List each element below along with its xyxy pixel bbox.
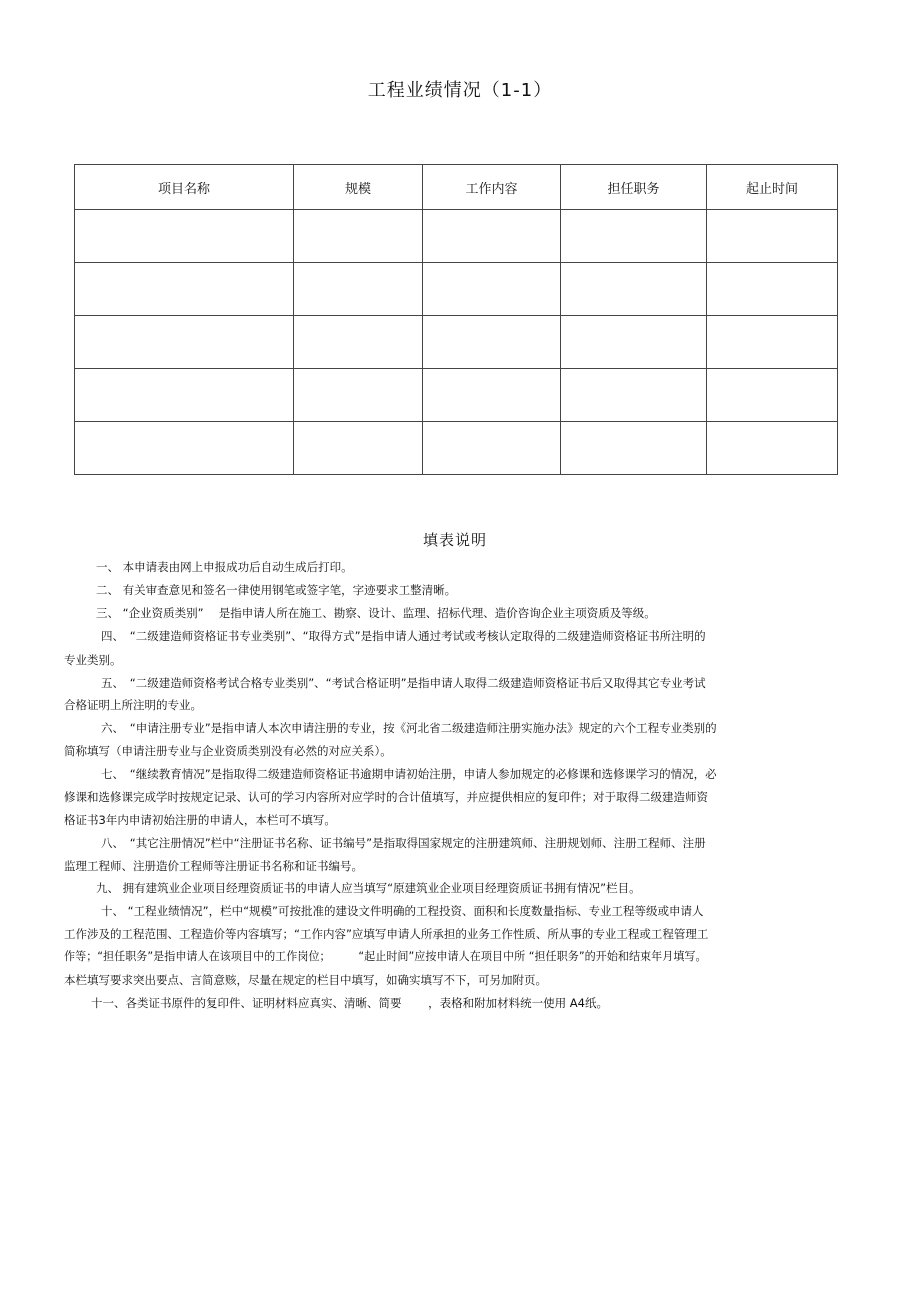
instruction-line-4: 四、 “二级建造师资格证书专业类别”、“取得方式”是指申请人通过考试或考核认定取得的二级建造师资格证书所注明的 bbox=[101, 629, 706, 643]
table-row bbox=[75, 316, 838, 369]
table-cell[interactable] bbox=[294, 369, 423, 422]
table-cell[interactable] bbox=[423, 369, 561, 422]
table-row bbox=[75, 422, 838, 475]
table-cell[interactable] bbox=[707, 369, 838, 422]
header-scale: 规模 bbox=[294, 165, 423, 210]
table-cell[interactable] bbox=[561, 316, 707, 369]
instruction-line-10-cont-3: 本栏填写要求突出要点、言简意赅，尽量在规定的栏目中填写，如确实填写不下，可另加附页。 bbox=[64, 973, 547, 987]
table-cell[interactable] bbox=[75, 210, 294, 263]
table-cell[interactable] bbox=[75, 422, 294, 475]
project-performance-table bbox=[74, 164, 838, 475]
instruction-line-3: 三、 “企业资质类别” 是指申请人所在施工、勘察、设计、监理、招标代理、造价咨询企业主项资质及等级。 bbox=[96, 606, 656, 620]
instruction-line-7-cont-2: 格证书3年内申请初始注册的申请人，本栏可不填写。 bbox=[64, 813, 336, 827]
table-cell[interactable] bbox=[294, 263, 423, 316]
header-period: 起止时间 bbox=[707, 165, 838, 210]
table-row bbox=[75, 210, 838, 263]
table-cell[interactable] bbox=[423, 422, 561, 475]
instruction-line-5-cont: 合格证明上所注明的专业。 bbox=[64, 698, 202, 712]
instruction-line-10-cont-1: 工作涉及的工程范围、工程造价等内容填写；“工作内容”应填写申请人所承担的业务工作性质、所从事的专业工程或工程管理工 bbox=[64, 927, 709, 941]
instruction-line-7: 七、 “继续教育情况”是指取得二级建造师资格证书逾期申请初始注册，申请人参加规定的必修课和选修课学习的情况，必 bbox=[101, 767, 717, 781]
instruction-line-5: 五、 “二级建造师资格考试合格专业类别”、“考试合格证明”是指申请人取得二级建造师资格证书后又取得其它专业考试 bbox=[101, 676, 706, 690]
table-cell[interactable] bbox=[561, 263, 707, 316]
table-row bbox=[75, 369, 838, 422]
instruction-line-8: 八、 “其它注册情况”栏中“注册证书名称、证书编号”是指取得国家规定的注册建筑师、注册规划师、注册工程师、注册 bbox=[101, 836, 706, 850]
table-cell[interactable] bbox=[294, 316, 423, 369]
table-cell[interactable] bbox=[561, 369, 707, 422]
table-row bbox=[75, 263, 838, 316]
table-cell[interactable] bbox=[423, 263, 561, 316]
table-cell[interactable] bbox=[707, 263, 838, 316]
table-cell[interactable] bbox=[561, 422, 707, 475]
table-cell[interactable] bbox=[423, 210, 561, 263]
header-work-content: 工作内容 bbox=[423, 165, 561, 210]
instruction-line-7-cont-1: 修课和选修课完成学时按规定记录、认可的学习内容所对应学时的合计值填写，并应提供相应的复印件；对于取得二级建造师资 bbox=[64, 790, 708, 804]
instruction-line-10: 十、 “工程业绩情况”，栏中“规模”可按批准的建设文件明确的工程投资、面积和长度数量指标、专业工程等级或申请人 bbox=[101, 904, 704, 918]
instructions-title: 填表说明 bbox=[422, 531, 487, 549]
instruction-line-6-cont: 简称填写（申请注册专业与企业资质类别没有必然的对应关系）。 bbox=[64, 744, 392, 758]
table-cell[interactable] bbox=[561, 210, 707, 263]
instruction-line-6: 六、 “申请注册专业”是指申请人本次申请注册的专业，按《河北省二级建造师注册实施办法》规定的六个工程专业类别的 bbox=[101, 721, 717, 735]
table-cell[interactable] bbox=[294, 422, 423, 475]
instruction-line-1: 一、 本申请表由网上申报成功后自动生成后打印。 bbox=[96, 560, 353, 574]
table-cell[interactable] bbox=[294, 210, 423, 263]
header-position: 担任职务 bbox=[561, 165, 707, 210]
page-title: 工程业绩情况（1-1） bbox=[367, 80, 553, 101]
instruction-line-4-cont: 专业类别。 bbox=[64, 653, 122, 667]
table-header-row bbox=[75, 165, 838, 210]
table-cell[interactable] bbox=[707, 422, 838, 475]
instruction-line-10-cont-2: 作等；“担任职务”是指申请人在该项目中的工作岗位； “起止时间”应按申请人在项目中所 “担任职务”的开始和结束年月填写。 bbox=[64, 950, 707, 963]
table-cell[interactable] bbox=[75, 316, 294, 369]
instruction-line-11: 十一、各类证书原件的复印件、证明材料应真实、清晰、简要 ，表格和附加材料统一使用 A4纸。 bbox=[91, 996, 608, 1010]
table-cell[interactable] bbox=[75, 369, 294, 422]
table-cell[interactable] bbox=[707, 210, 838, 263]
instruction-line-9: 九、 拥有建筑业企业项目经理资质证书的申请人应当填写“原建筑业企业项目经理资质证书拥有情况”栏目。 bbox=[96, 881, 641, 895]
instruction-line-2: 二、 有关审查意见和签名一律使用钢笔或签字笔，字迹要求工整清晰。 bbox=[96, 583, 457, 597]
instruction-line-8-cont: 监理工程师、注册造价工程师等注册证书名称和证书编号。 bbox=[64, 859, 363, 873]
header-project-name: 项目名称 bbox=[75, 165, 294, 210]
table-cell[interactable] bbox=[707, 316, 838, 369]
table-cell[interactable] bbox=[75, 263, 294, 316]
table-cell[interactable] bbox=[423, 316, 561, 369]
